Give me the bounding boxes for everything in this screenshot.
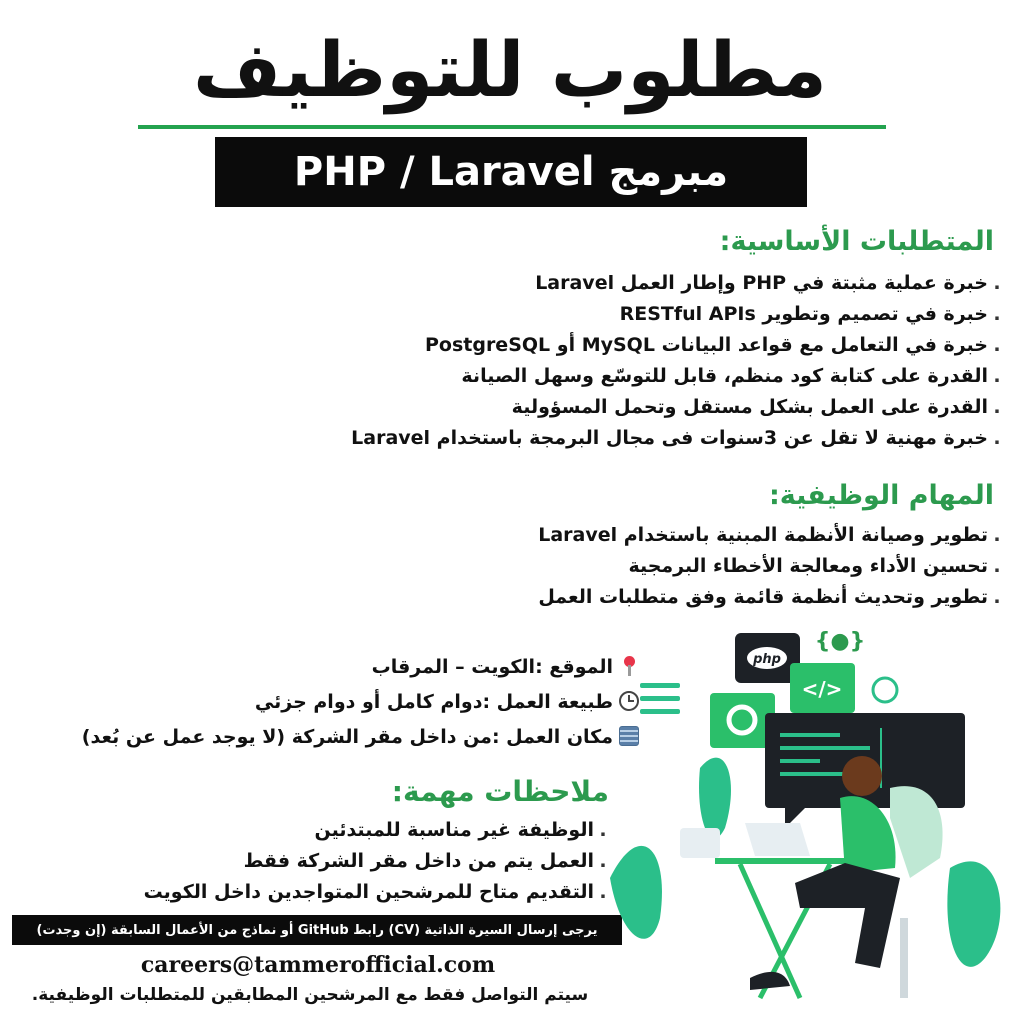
braces-icon: {●}: [814, 629, 866, 654]
laptop: [745, 823, 810, 856]
list-item: .القدرة على العمل بشكل مستقل وتحمل المسؤولية: [511, 396, 1001, 418]
contact-email[interactable]: careers@tammerofficial.com: [140, 952, 496, 978]
work-place-line: مكان العمل :من داخل مقر الشركة (لا يوجد عمل عن بُعد): [82, 720, 639, 755]
person-legs: [795, 863, 900, 968]
duties-list: [538, 520, 1006, 613]
desk-top: [715, 858, 850, 864]
list-item: .خبرة عملية مثبتة في PHP وإطار العمل Laravel: [535, 272, 1001, 294]
job-info-list: [82, 650, 639, 755]
code-line: [780, 746, 870, 750]
code-line: [780, 733, 840, 737]
cv-instruction-bar: يرجى إرسال السيرة الذاتية (CV) رابط GitHub أو نماذج من الأعمال السابقة (إن وجدت): [12, 915, 622, 945]
leaf-right: [947, 861, 1000, 966]
page-title: مطلوب للتوظيف: [193, 25, 827, 114]
menu-line: [640, 683, 680, 688]
list-item: .التقديم متاح للمرشحين المتواجدين داخل الكويت: [143, 881, 607, 903]
plant-pot: [680, 828, 720, 858]
code-line: [780, 759, 820, 763]
list-item: .الوظيفة غير مناسبة للمبتدئين: [314, 819, 607, 841]
menu-line: [640, 696, 680, 701]
list-item: .تطوير وصيانة الأنظمة المبنية باستخدام Laravel: [538, 524, 1001, 546]
code-icon: </>: [801, 677, 843, 701]
php-logo-text: php: [753, 652, 781, 667]
work-type-line: طبيعة العمل :دوام كامل أو دوام جزئي: [82, 685, 639, 720]
list-item: .تطوير وتحديث أنظمة قائمة وفق متطلبات العمل: [538, 586, 1001, 608]
leaf-left: [610, 846, 662, 939]
leaf-plant: [699, 758, 731, 839]
requirements-heading: المتطلبات الأساسية:: [719, 226, 994, 257]
duties-heading: المهام الوظيفية:: [768, 480, 994, 511]
menu-line: [640, 709, 680, 714]
refresh-icon: [873, 678, 897, 702]
contact-note: سيتم التواصل فقط مع المرشحين المطابقين للمتطلبات الوظيفية.: [31, 985, 589, 1005]
role-banner: مبرمج PHP / Laravel: [215, 137, 807, 207]
notes-heading: ملاحظات مهمة:: [391, 775, 609, 808]
chair-stand: [900, 918, 908, 998]
list-item: .القدرة على كتابة كود منظم، قابل للتوسّع وسهل الصيانة: [461, 365, 1001, 387]
list-item: .العمل يتم من داخل مقر الشركة فقط: [243, 850, 607, 872]
requirements-list: [351, 268, 1006, 454]
list-item: .خبرة في تصميم وتطوير RESTful APIs: [619, 303, 1001, 325]
code-line: [780, 772, 850, 776]
developer-illustration: [600, 618, 1020, 1018]
person-shoe: [750, 972, 790, 990]
list-item: .خبرة في التعامل مع قواعد البيانات MySQL أو PostgreSQL: [424, 334, 1001, 356]
list-item: .خبرة مهنية لا تقل عن 3سنوات فى مجال البرمجة باستخدام Laravel: [351, 427, 1001, 449]
title-underline: [138, 125, 886, 129]
list-item: .تحسين الأداء ومعالجة الأخطاء البرمجية: [628, 555, 1001, 577]
location-line: الموقع :الكويت – المرقاب: [82, 650, 639, 685]
notes-list: [144, 815, 612, 908]
person-head: [842, 756, 882, 796]
